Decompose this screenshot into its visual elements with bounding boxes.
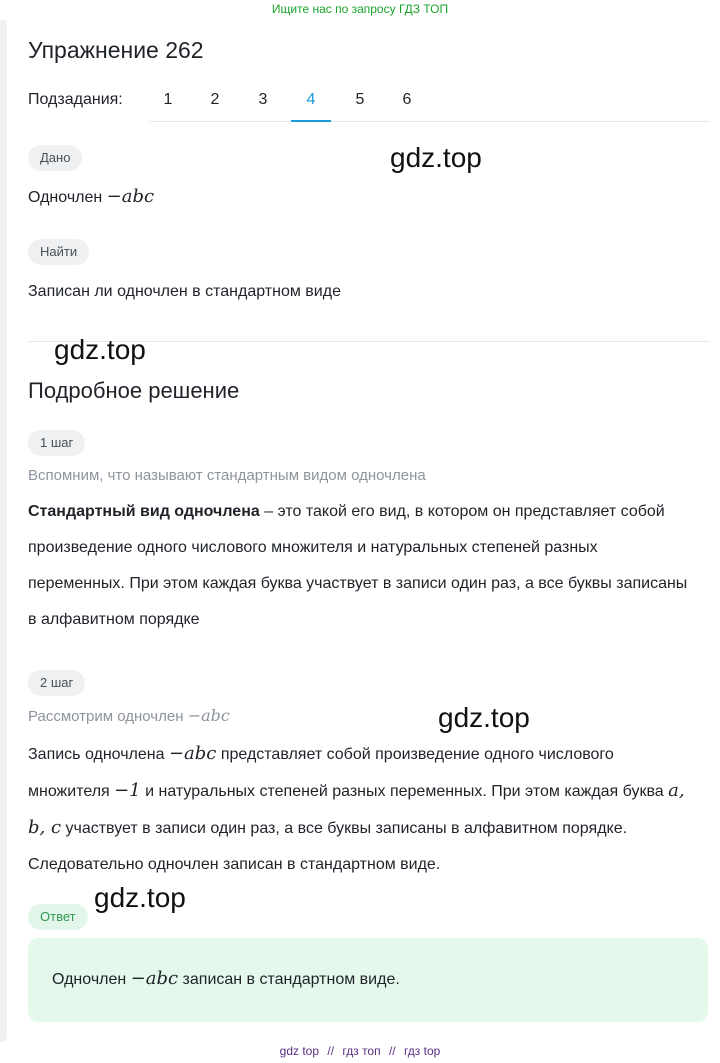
footer-links bbox=[0, 1044, 720, 1058]
step2-math-1: −abc bbox=[168, 743, 217, 764]
step2-text-3: и натуральных степеней разных переменных. При этом каждая буква bbox=[140, 783, 669, 800]
step2-text-4: участвует в записи один раз, а все буквы записаны в алфавитном порядке. Следовательно одночлен записан в стандартном виде. bbox=[28, 820, 628, 873]
step2-chip: 2 шаг bbox=[28, 670, 85, 696]
footer-separator: // bbox=[327, 1044, 335, 1058]
step2-hint bbox=[28, 706, 230, 727]
tab-subtask-1[interactable]: 1 bbox=[163, 91, 173, 108]
step2-paragraph bbox=[28, 736, 698, 883]
step2-hint-math: −abc bbox=[187, 706, 230, 725]
step1-chip: 1 шаг bbox=[28, 430, 85, 456]
given-math: −abc bbox=[106, 186, 155, 207]
answer-text-1: Одночлен bbox=[52, 971, 131, 988]
step2-hint-text: Рассмотрим одночлен bbox=[28, 708, 184, 725]
answer-text bbox=[52, 968, 400, 991]
tab-subtask-4[interactable]: 4 bbox=[291, 82, 331, 122]
footer-link-3[interactable]: гдз top bbox=[403, 1044, 441, 1058]
watermark: gdz.top bbox=[54, 334, 146, 365]
step2-math-3: a, b, c bbox=[28, 780, 685, 838]
watermark: gdz.top bbox=[438, 702, 530, 733]
given-text bbox=[28, 187, 154, 208]
answer-chip: Ответ bbox=[28, 904, 88, 930]
step2-text-1: Запись одночлена bbox=[28, 746, 169, 763]
step2-text-2: представляет собой произведение одного числового множителя bbox=[28, 746, 614, 800]
subtasks-nav bbox=[28, 82, 710, 122]
step1-hint: Вспомним, что называют стандартным видом одночлена bbox=[28, 467, 426, 484]
watermark: gdz.top bbox=[94, 882, 186, 913]
footer-link-1[interactable]: gdz top bbox=[279, 1044, 320, 1058]
find-chip: Найти bbox=[28, 239, 89, 265]
step2-math-2: −1 bbox=[114, 780, 141, 801]
page-title: Упражнение 262 bbox=[28, 37, 204, 63]
tab-subtask-5[interactable]: 5 bbox=[355, 91, 365, 108]
step1-paragraph bbox=[28, 494, 698, 638]
given-label: Одночлен bbox=[28, 189, 103, 206]
given-chip: Дано bbox=[28, 145, 82, 171]
watermark: gdz.top bbox=[390, 142, 482, 173]
find-text: Записан ли одночлен в стандартном виде bbox=[28, 283, 341, 300]
search-banner[interactable]: Ищите нас по запросу ГДЗ ТОП bbox=[271, 2, 449, 16]
answer-text-2: записан в стандартном виде. bbox=[178, 971, 400, 988]
answer-box bbox=[28, 938, 708, 1022]
subtasks-label: Подзадания: bbox=[28, 91, 123, 108]
answer-math: −abc bbox=[130, 968, 179, 989]
subtasks-underline bbox=[150, 121, 710, 122]
step1-term: Стандартный вид одночлена bbox=[28, 503, 260, 520]
tab-subtask-3[interactable]: 3 bbox=[258, 91, 268, 108]
footer-link-2[interactable]: гдз топ bbox=[342, 1044, 381, 1058]
footer-separator: // bbox=[388, 1044, 396, 1058]
solution-title: Подробное решение bbox=[28, 378, 240, 403]
tab-subtask-2[interactable]: 2 bbox=[210, 91, 220, 108]
tab-subtask-6[interactable]: 6 bbox=[402, 91, 412, 108]
step1-definition: – это такой его вид, в котором он представляет собой произведение одного числового множителя и натуральных степеней разных переменных. При этом каждая буква участвует в записи один раз, а все буквы записаны в алфавитном порядке bbox=[28, 503, 688, 628]
left-scroll-rail bbox=[0, 20, 7, 1042]
